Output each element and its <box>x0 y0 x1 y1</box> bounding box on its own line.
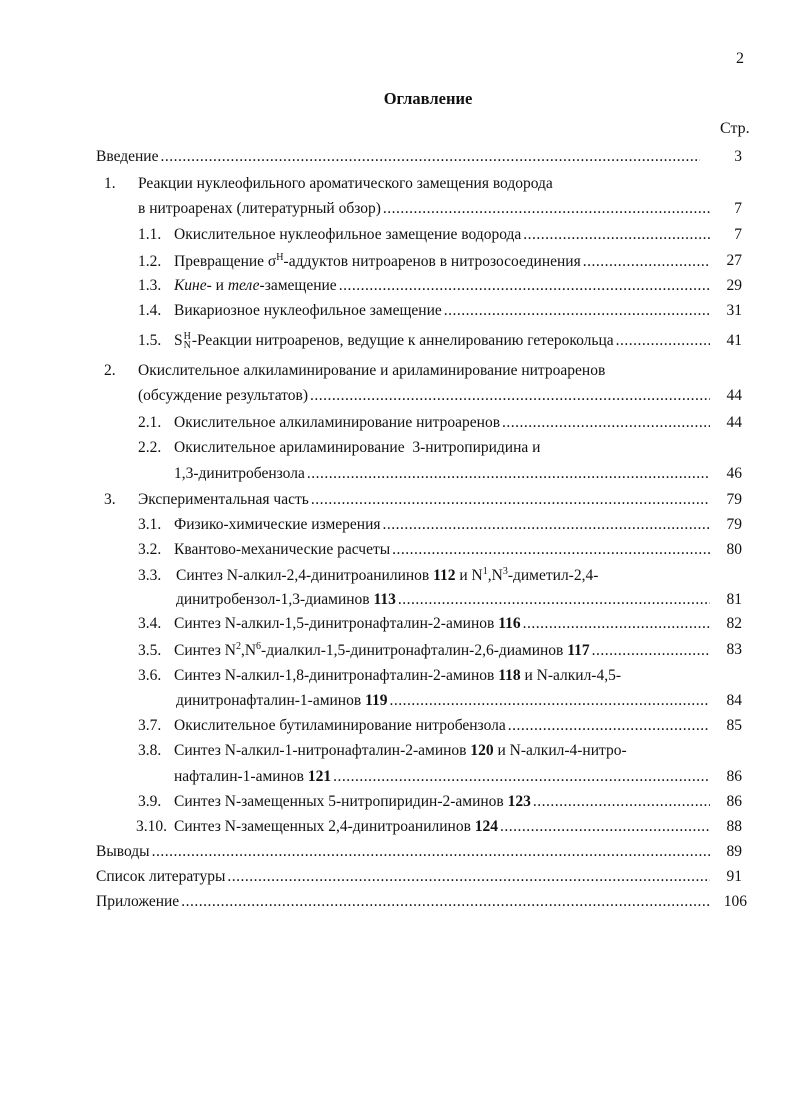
toc-entry-number: 3.8. <box>138 742 162 759</box>
dot-leader <box>307 465 710 483</box>
toc-entry-chapter-1-cont[interactable] <box>138 200 712 222</box>
toc-entry-page: 27 <box>726 252 742 269</box>
toc-entry-number: 3.10. <box>136 818 167 835</box>
toc-entry-number: 3.2. <box>138 541 162 558</box>
dot-leader <box>227 868 710 886</box>
toc-entry-label: Синтез N-алкил-1,8-динитронафталин-2-аминов 118 и N-алкил-4,5- <box>174 667 622 684</box>
toc-entry-label: Превращение $\sigma^H$-аддуктов нитроаренов в нитрозосоединения <box>174 252 581 271</box>
toc-entry-1-4[interactable] <box>138 302 712 324</box>
toc-entry-label: Введение <box>96 148 159 165</box>
toc-entry-label: (обсуждение результатов) <box>138 387 308 404</box>
toc-entry-page: 7 <box>734 226 742 243</box>
toc-entry-number: 3.3. <box>138 567 162 585</box>
toc-entry-number: 3.9. <box>138 793 162 810</box>
toc-entry-number: 1.4. <box>138 302 162 319</box>
toc-entry-page: 79 <box>726 491 742 508</box>
dot-leader <box>310 387 710 405</box>
toc-entry-page: 89 <box>726 843 742 860</box>
toc-entry-label: Реакции нуклеофильного ароматического замещения водорода <box>138 175 553 192</box>
dot-leader <box>533 793 710 811</box>
toc-entry-3-8-cont[interactable] <box>174 768 712 790</box>
page-column-label: Стр. <box>720 120 750 137</box>
toc-entry-page: 86 <box>726 768 742 785</box>
dot-leader <box>592 642 710 660</box>
toc-entry-3-6[interactable] <box>138 667 712 689</box>
toc-entry-3-6-cont[interactable] <box>176 692 712 714</box>
toc-entry-page: 46 <box>726 465 742 482</box>
dot-leader <box>500 818 710 836</box>
toc-entry-label: Окислительное алкиламинирование нитроаренов <box>174 414 501 431</box>
toc-entry-3-10[interactable] <box>136 818 712 840</box>
toc-entry-label: Синтез N-алкил-1-нитронафталин-2-аминов 120 и N-алкил-4-нитро- <box>174 742 627 759</box>
toc-entry-label: Окислительное бутиламинирование нитробензола <box>174 717 506 734</box>
toc-entry-number: 1.5. <box>138 332 162 349</box>
toc-entry-references[interactable] <box>96 868 712 890</box>
toc-entry-3-2[interactable] <box>138 541 712 563</box>
dot-leader <box>616 332 710 350</box>
toc-entry-label: Синтез $N^2,N^6-диалкил-1,5-динитронафталин-2,6$-диаминов 117 <box>174 641 590 660</box>
dot-leader <box>311 491 710 509</box>
toc-entry-1-1[interactable] <box>138 226 712 248</box>
toc-entry-page: 7 <box>734 200 742 217</box>
toc-entry-label: динитробензол-1,3-диаминов 113 <box>176 591 396 608</box>
toc-entry-page: 86 <box>726 793 742 810</box>
toc-entry-3-4[interactable] <box>138 615 712 637</box>
toc-entry-number: 3.7. <box>138 717 162 734</box>
toc-entry-label: Синтез N-алкил-1,5-динитронафталин-2-аминов 116 <box>174 615 521 632</box>
toc-entry-1-3[interactable] <box>138 277 712 299</box>
toc-entry-number: 3.4. <box>138 615 162 632</box>
toc-entry-label: Синтез N-замещенных 5-нитропиридин-2-аминов 123 <box>174 793 531 810</box>
toc-entry-number: 3. <box>104 491 116 508</box>
dot-leader <box>502 414 710 432</box>
toc-entry-label: Экспериментальная часть <box>138 491 309 508</box>
toc-entry-label: Викариозное нуклеофильное замещение <box>174 302 442 319</box>
toc-entry-page: 84 <box>726 692 742 709</box>
toc-entry-page: 81 <box>726 591 742 608</box>
toc-entry-chapter-3[interactable] <box>104 491 712 513</box>
toc-entry-page: 82 <box>726 615 742 632</box>
toc-entry-label: Приложение <box>96 893 180 910</box>
toc-entry-3-9[interactable] <box>138 793 712 815</box>
dot-leader <box>333 768 710 786</box>
toc-entry-number: 2.1. <box>138 414 162 431</box>
toc-entry-3-7[interactable] <box>138 717 712 739</box>
toc-entry-2-2[interactable] <box>138 439 712 461</box>
toc-entry-label: Синтез N-замещенных 2,4-динитроанилинов 124 <box>174 818 499 835</box>
dot-leader <box>160 148 700 166</box>
toc-entry-number: 1. <box>104 175 116 192</box>
toc-entry-label: Выводы <box>96 843 150 860</box>
dot-leader <box>383 516 710 534</box>
toc-entry-3-3-cont[interactable] <box>176 591 712 613</box>
page-title: Оглавление <box>383 89 473 108</box>
toc-entry-1-2[interactable] <box>138 252 712 274</box>
toc-entry-label: SH N-Реакции нитроаренов, ведущие к аннелированию гетерокольца <box>174 331 614 352</box>
dot-leader <box>339 277 710 295</box>
toc-entry-number: 1.1. <box>138 226 162 243</box>
toc-entry-page: 44 <box>726 414 742 431</box>
toc-entry-page: 83 <box>726 641 742 658</box>
toc-entry-number: 3.5. <box>138 642 162 660</box>
dot-leader <box>383 200 710 218</box>
toc-entry-2-2-cont[interactable] <box>174 465 712 487</box>
page-number: 2 <box>736 50 744 67</box>
toc-entry-page: 29 <box>726 277 742 294</box>
toc-entry-chapter-2[interactable] <box>104 362 704 384</box>
toc-entry-label: Синтез N-алкил-2,4-динитроанилинов 112 и $N^1,N^3-диметил-2,4-$ <box>176 566 599 585</box>
toc-entry-page: 79 <box>726 516 742 533</box>
toc-entry-number: 2.2. <box>138 439 162 456</box>
toc-entry-page: 91 <box>726 868 742 885</box>
toc-entry-label: Список литературы <box>96 868 226 885</box>
toc-entry-page: 106 <box>723 893 747 910</box>
toc-entry-label: в нитроаренах (литературный обзор) <box>138 200 381 217</box>
toc-entry-page: 80 <box>726 541 742 558</box>
toc-entry-number: 1.3. <box>138 277 162 294</box>
dot-leader <box>392 541 710 559</box>
dot-leader <box>389 692 710 710</box>
toc-entry-label: Кине- и теле-замещение <box>174 277 337 294</box>
dot-leader <box>152 843 710 861</box>
toc-entry-page: 41 <box>726 332 742 349</box>
toc-entry-chapter-2-cont[interactable] <box>138 387 712 409</box>
toc-entry-3-5[interactable] <box>138 641 712 663</box>
toc-entry-page: 3 <box>734 148 742 165</box>
toc-entry-3-3[interactable] <box>138 566 712 588</box>
toc-entry-label: динитронафталин-1-аминов 119 <box>176 692 388 709</box>
toc-entry-introduction[interactable] <box>96 148 702 170</box>
toc-entry-conclusions[interactable] <box>96 843 712 865</box>
toc-entry-label: 1,3-динитробензола <box>174 465 305 482</box>
toc-entry-number: 1.2. <box>138 253 162 271</box>
toc-entry-number: 2. <box>104 362 116 379</box>
dot-leader <box>523 226 710 244</box>
toc-entry-3-1[interactable] <box>138 516 712 538</box>
toc-entry-page: 44 <box>726 387 742 404</box>
dot-leader <box>583 253 710 271</box>
toc-entry-chapter-1[interactable] <box>104 175 704 197</box>
toc-entry-appendix[interactable] <box>96 893 712 915</box>
dot-leader <box>181 893 710 911</box>
toc-entry-page: 31 <box>726 302 742 319</box>
dot-leader <box>444 302 710 320</box>
toc-entry-page: 88 <box>726 818 742 835</box>
toc-entry-2-1[interactable] <box>138 414 712 436</box>
toc-entry-number: 3.6. <box>138 667 162 684</box>
toc-entry-label: Квантово-механические расчеты <box>174 541 391 558</box>
toc-entry-page: 85 <box>726 717 742 734</box>
dot-leader <box>508 717 710 735</box>
toc-entry-label: Окислительное ариламинирование 3-нитропиридина и <box>174 439 541 456</box>
toc-entry-3-8[interactable] <box>138 742 712 764</box>
dot-leader <box>398 591 710 609</box>
toc-entry-label: нафталин-1-аминов 121 <box>174 768 332 785</box>
toc-entry-label: Окислительное нуклеофильное замещение водорода <box>174 226 522 243</box>
toc-entry-1-5[interactable] <box>138 332 712 354</box>
toc-entry-number: 3.1. <box>138 516 162 533</box>
toc-entry-label: Физико-химические измерения <box>174 516 381 533</box>
toc-entry-label: Окислительное алкиламинирование и ариламинирование нитроаренов <box>138 362 606 379</box>
dot-leader <box>523 615 710 633</box>
